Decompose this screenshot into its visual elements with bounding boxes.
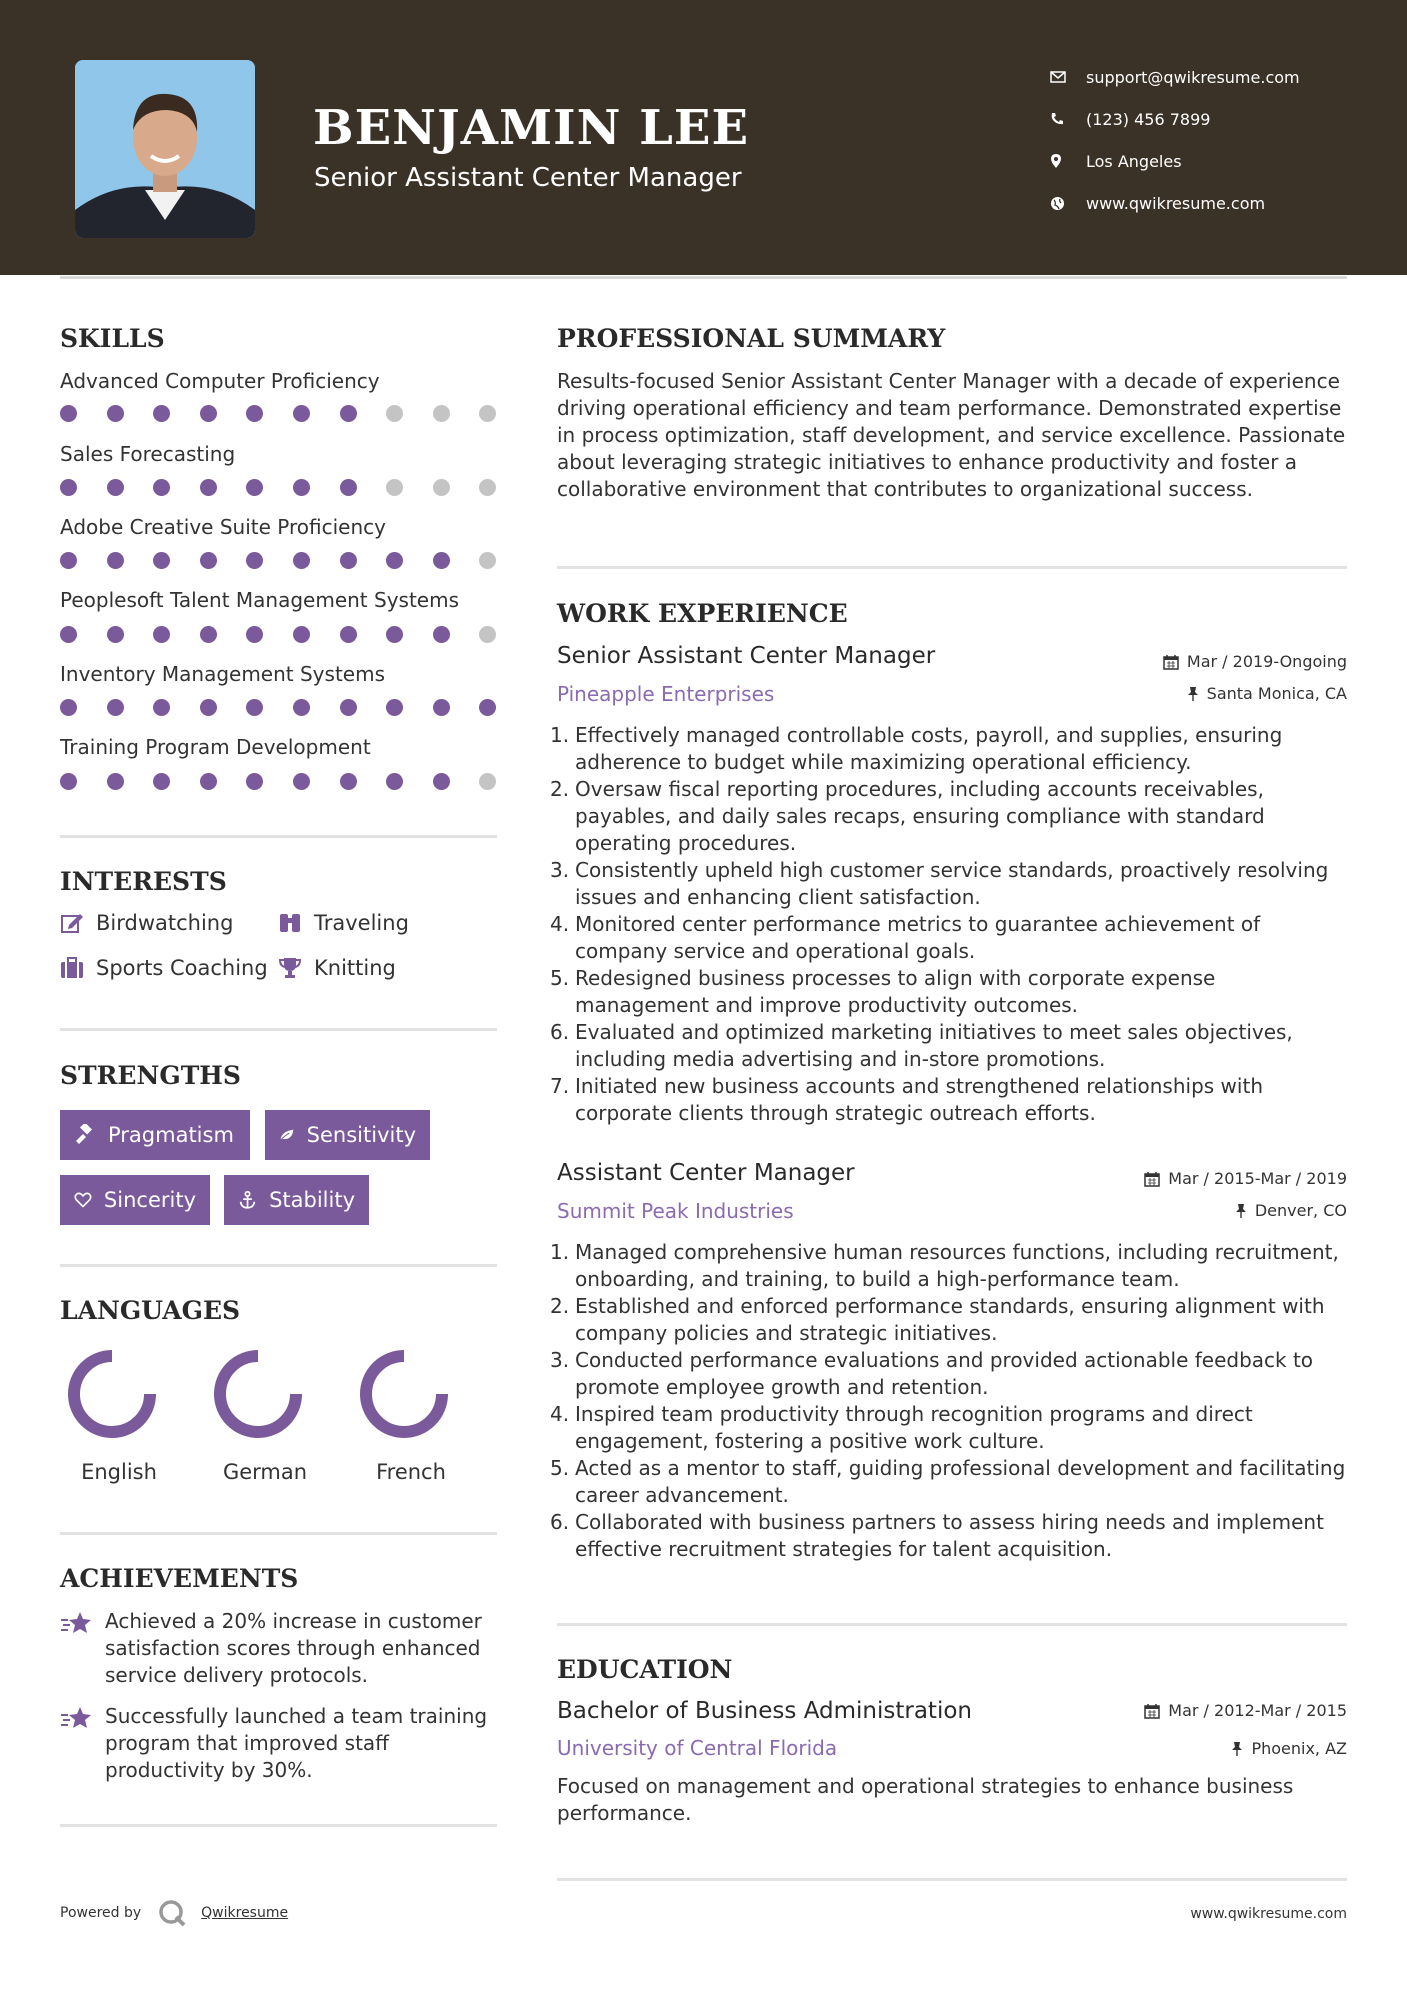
education-heading: EDUCATION (557, 1655, 733, 1684)
list-item: 7. Initiated new business accounts and strengthened relationships with corporate clients through strategic outreach efforts. (550, 1074, 1263, 1125)
summary-heading: PROFESSIONAL SUMMARY (557, 324, 946, 353)
job-bullets (550, 1239, 1350, 1563)
language-ring-arc (74, 1356, 150, 1432)
contact-phone[interactable] (1050, 98, 1390, 140)
work-heading: WORK EXPERIENCE (557, 599, 848, 628)
education-location (1231, 1739, 1347, 1758)
interest-label: Traveling (314, 911, 409, 935)
skill-dot-filled (200, 479, 217, 496)
list-item: 4. Inspired team productivity through recognition programs and direct engagement, fostering a positive work culture. (550, 1402, 1253, 1453)
footer-powered-by (60, 1898, 288, 1928)
profile-photo (75, 60, 255, 238)
skill-dot-filled (60, 699, 77, 716)
skill-dot-empty (479, 405, 496, 422)
interest-label: Knitting (314, 956, 396, 980)
company-name: Pineapple Enterprises (557, 682, 775, 706)
interest-item (278, 956, 396, 980)
language-label: French (376, 1460, 446, 1484)
skill-dot-filled (153, 773, 170, 790)
list-item: 3. Conducted performance evaluations and provided actionable feedback to promote employee growth and retention. (550, 1348, 1314, 1399)
section-divider (557, 1623, 1347, 1626)
strength-label: Sensitivity (306, 1123, 416, 1147)
job-dates (1163, 652, 1347, 671)
skill-dot-filled (386, 626, 403, 643)
skill-dot-empty (479, 552, 496, 569)
job-bullets (550, 722, 1350, 1127)
skill-dot-filled (433, 552, 450, 569)
skill-dot-filled (293, 773, 310, 790)
interest-item (60, 911, 233, 935)
star-icon (60, 1705, 94, 1731)
skill-dots (60, 699, 500, 717)
skill-dot-empty (479, 773, 496, 790)
skill-dot-filled (293, 626, 310, 643)
briefcase-icon (60, 957, 84, 979)
list-item: 2. Oversaw fiscal reporting procedures, including accounts receivables, payables, and daily sales recaps, ensuring compliance with standard operating procedures. (550, 777, 1265, 855)
skill-dot-filled (107, 552, 124, 569)
powered-by-text: Powered by (60, 1905, 142, 1921)
qwikresume-link[interactable]: Qwikresume (201, 1905, 289, 1921)
language-ring-arc (366, 1356, 442, 1432)
globe-icon (1050, 196, 1086, 211)
skill-dot-filled (246, 405, 263, 422)
skill-dot-filled (340, 699, 357, 716)
skill-dot-filled (340, 552, 357, 569)
skill-dot-filled (153, 699, 170, 716)
education-dates-text: Mar / 2012-Mar / 2015 (1168, 1701, 1347, 1720)
qwikresume-logo-icon (157, 1898, 187, 1928)
skill-dot-filled (107, 479, 124, 496)
skill-dot-filled (479, 699, 496, 716)
list-item: 6. Evaluated and optimized marketing initiatives to meet sales objectives, including media advertising and in-store promotions. (550, 1020, 1293, 1071)
achievement-text: Successfully launched a team training program that improved staff productivity by 30%. (105, 1704, 488, 1782)
skill-dot-filled (433, 699, 450, 716)
skill-label: Peoplesoft Talent Management Systems (60, 588, 459, 612)
achievement-text: Achieved a 20% increase in customer satisfaction scores through enhanced service delivery protocols. (105, 1609, 482, 1687)
job-dates-text: Mar / 2019-Ongoing (1186, 652, 1347, 671)
section-divider (557, 566, 1347, 569)
job-dates (1144, 1169, 1347, 1188)
skill-dot-filled (60, 479, 77, 496)
skill-dots (60, 552, 500, 570)
interest-item (278, 911, 409, 935)
strength-label: Sincerity (103, 1188, 196, 1212)
strength-label: Stability (269, 1188, 355, 1212)
candidate-name: BENJAMIN LEE (313, 100, 750, 156)
job-location (1235, 1201, 1347, 1220)
binoculars-icon (278, 912, 302, 934)
strength-tag (60, 1110, 250, 1160)
skill-dot-filled (293, 405, 310, 422)
language-label: English (81, 1460, 157, 1484)
skill-dots (60, 626, 500, 644)
skill-dot-filled (293, 552, 310, 569)
contact-list (1050, 56, 1390, 224)
header-divider (60, 276, 1347, 279)
language-ring (358, 1348, 450, 1440)
summary-text: Results-focused Senior Assistant Center Manager with a decade of experience driving operational efficiency and team performance. Demonstrated expertise in process optimization, staff development, and service excellence. Passionate about leveraging strategic initiatives to enhance productivity and foster a collaborative environment that contributes to organizational success. (557, 369, 1346, 501)
pushpin-icon (1187, 686, 1199, 702)
skill-dot-filled (60, 626, 77, 643)
skill-dot-filled (433, 626, 450, 643)
contact-website[interactable] (1050, 182, 1390, 224)
job-location-text: Santa Monica, CA (1206, 684, 1347, 703)
list-item: 1. Managed comprehensive human resources functions, including recruitment, onboarding, and training, to build a high-performance team. (550, 1240, 1339, 1291)
section-divider (60, 1028, 497, 1031)
contact-website-text: www.qwikresume.com (1086, 193, 1266, 213)
candidate-title: Senior Assistant Center Manager (314, 163, 742, 193)
pencil-square-icon (60, 912, 84, 934)
skill-dot-filled (107, 405, 124, 422)
skill-dot-filled (200, 626, 217, 643)
list-item: 4. Monitored center performance metrics to guarantee achievement of company service and operational goals. (550, 912, 1261, 963)
education-description: Focused on management and operational strategies to enhance business performance. (557, 1774, 1294, 1825)
leaf-icon (279, 1125, 295, 1145)
school-name: University of Central Florida (557, 1736, 838, 1760)
calendar-icon (1163, 654, 1179, 670)
skill-dot-empty (433, 479, 450, 496)
skill-label: Advanced Computer Proficiency (60, 369, 380, 393)
education-location-text: Phoenix, AZ (1251, 1739, 1347, 1758)
skill-dot-filled (340, 773, 357, 790)
skill-label: Sales Forecasting (60, 442, 236, 466)
skill-dot-filled (153, 405, 170, 422)
skill-dot-filled (246, 552, 263, 569)
skill-dot-filled (340, 626, 357, 643)
skill-dot-filled (386, 552, 403, 569)
skill-label: Inventory Management Systems (60, 662, 385, 686)
skill-dot-filled (107, 699, 124, 716)
skill-dot-filled (153, 479, 170, 496)
skill-dot-filled (340, 479, 357, 496)
gavel-icon (74, 1124, 96, 1146)
contact-location (1050, 140, 1390, 182)
phone-icon (1050, 112, 1086, 126)
skill-dot-filled (293, 699, 310, 716)
education-dates (1144, 1701, 1347, 1720)
skill-dots (60, 405, 500, 423)
skill-dots (60, 479, 500, 497)
skill-dot-filled (246, 699, 263, 716)
skill-dot-empty (386, 405, 403, 422)
skill-dot-filled (200, 699, 217, 716)
skill-dot-empty (433, 405, 450, 422)
contact-email[interactable] (1050, 56, 1390, 98)
calendar-icon (1144, 1171, 1160, 1187)
skill-dot-filled (60, 773, 77, 790)
interest-label: Birdwatching (96, 911, 234, 935)
language-ring (212, 1348, 304, 1440)
footer-website[interactable]: www.qwikresume.com (1190, 1906, 1347, 1922)
skill-dot-filled (60, 552, 77, 569)
skill-dot-filled (386, 699, 403, 716)
skill-dot-filled (433, 773, 450, 790)
skill-label: Adobe Creative Suite Proficiency (60, 515, 386, 539)
skill-dot-filled (153, 626, 170, 643)
section-divider (60, 1532, 497, 1535)
strength-tag (265, 1110, 430, 1160)
strengths-heading: STRENGTHS (60, 1061, 241, 1090)
degree-title: Bachelor of Business Administration (557, 1698, 972, 1724)
section-divider (60, 835, 497, 838)
skill-dot-filled (340, 405, 357, 422)
envelope-icon (1050, 71, 1086, 83)
contact-location-text: Los Angeles (1086, 151, 1182, 171)
skill-dot-filled (107, 626, 124, 643)
list-item: 3. Consistently upheld high customer service standards, proactively resolving issues and enhancing client satisfaction. (550, 858, 1329, 909)
list-item: 2. Established and enforced performance standards, ensuring alignment with company policies and strategic initiatives. (550, 1294, 1325, 1345)
strength-label: Pragmatism (108, 1123, 234, 1147)
pushpin-icon (1235, 1203, 1247, 1219)
skill-dot-filled (153, 552, 170, 569)
skill-dot-filled (107, 773, 124, 790)
skills-heading: SKILLS (60, 324, 165, 353)
interests-heading: INTERESTS (60, 867, 227, 896)
language-ring (66, 1348, 158, 1440)
list-item: 5. Redesigned business processes to align with corporate expense management and improve productivity outcomes. (550, 966, 1216, 1017)
skill-dot-filled (246, 773, 263, 790)
skill-dot-filled (200, 773, 217, 790)
trophy-icon (278, 957, 302, 979)
list-item: 1. Effectively managed controllable costs, payroll, and supplies, ensuring adherence to budget while maximizing operational efficiency. (550, 723, 1283, 774)
skill-dot-filled (293, 479, 310, 496)
section-divider (557, 1878, 1347, 1881)
section-divider (60, 1264, 497, 1267)
pushpin-icon (1231, 1741, 1243, 1757)
job-dates-text: Mar / 2015-Mar / 2019 (1168, 1169, 1347, 1188)
job-location-text: Denver, CO (1254, 1201, 1347, 1220)
heart-icon (74, 1190, 92, 1210)
skill-dot-filled (246, 479, 263, 496)
skill-dot-empty (479, 479, 496, 496)
skill-dot-filled (200, 552, 217, 569)
calendar-icon (1144, 1703, 1160, 1719)
contact-email-text: support@qwikresume.com (1086, 67, 1300, 87)
skill-dot-filled (246, 626, 263, 643)
resume-header (0, 0, 1407, 275)
skill-dot-filled (60, 405, 77, 422)
strength-tag (60, 1175, 210, 1225)
company-name: Summit Peak Industries (557, 1199, 794, 1223)
skill-dots (60, 773, 500, 791)
skill-dot-empty (386, 479, 403, 496)
job-title: Assistant Center Manager (557, 1160, 855, 1186)
skill-dot-filled (386, 773, 403, 790)
language-label: German (222, 1460, 308, 1484)
skill-label: Training Program Development (60, 735, 371, 759)
contact-phone-text: (123) 456 7899 (1086, 109, 1211, 129)
anchor-icon (238, 1189, 257, 1211)
list-item: 6. Collaborated with business partners to assess hiring needs and implement effective recruitment strategies for talent acquisition. (550, 1510, 1324, 1561)
language-ring-arc (220, 1356, 296, 1432)
job-location (1187, 684, 1347, 703)
strength-tag (224, 1175, 369, 1225)
skill-dot-filled (200, 405, 217, 422)
job-title: Senior Assistant Center Manager (557, 643, 936, 669)
achievements-heading: ACHIEVEMENTS (60, 1564, 299, 1593)
interest-label: Sports Coaching (96, 956, 268, 980)
section-divider (60, 1824, 497, 1827)
list-item: 5. Acted as a mentor to staff, guiding professional development and facilitating career advancement. (550, 1456, 1346, 1507)
star-icon (60, 1610, 94, 1636)
languages-heading: LANGUAGES (60, 1296, 241, 1325)
interest-item (60, 956, 268, 980)
skill-dot-empty (479, 626, 496, 643)
map-pin-icon (1050, 153, 1086, 169)
